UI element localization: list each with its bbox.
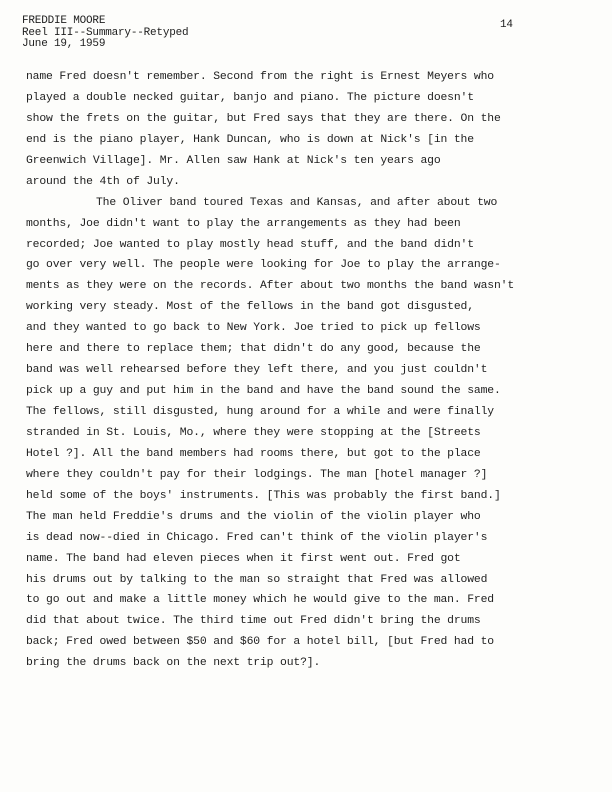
- text-line: his drums out by talking to the man so straight that Fred was allowed: [26, 573, 488, 586]
- text-line: stranded in St. Louis, Mo., where they were stopping at the [Streets: [26, 426, 481, 439]
- text-line: months, Joe didn't want to play the arrangements as they had been: [26, 217, 461, 230]
- text-line: go over very well. The people were looking for Joe to play the arrange-: [26, 259, 501, 272]
- text-line: and they wanted to go back to New York. Joe tried to pick up fellows: [26, 322, 481, 335]
- text-line: recorded; Joe wanted to play mostly head stuff, and the band didn't: [26, 238, 474, 251]
- text-line: show the frets on the guitar, but Fred says that they are there. On the: [26, 112, 501, 125]
- header-reel: Reel III--Summary--Retyped: [22, 26, 189, 39]
- text-line: name. The band had eleven pieces when it first went out. Fred got: [26, 552, 461, 565]
- text-line: name Fred doesn't remember. Second from the right is Ernest Meyers who: [26, 71, 494, 83]
- text-line: is dead now--died in Chicago. Fred can't think of the violin player's: [26, 531, 488, 544]
- document-header: [22, 16, 188, 51]
- text-line: Greenwich Village]. Mr. Allen saw Hank at Nick's ten years ago: [26, 154, 441, 167]
- text-line: working very steady. Most of the fellows in the band got disgusted,: [26, 301, 474, 314]
- body-text: [26, 67, 586, 674]
- text-line: The Oliver band toured Texas and Kansas, and after about two: [96, 196, 498, 209]
- text-line: Hotel ?]. All the band members had rooms there, but got to the place: [26, 447, 481, 460]
- text-line: pick up a guy and put him in the band and have the band sound the same.: [26, 385, 501, 398]
- text-line: where they couldn't pay for their lodgings. The man [hotel manager ?]: [26, 468, 488, 481]
- text-line: The fellows, still disgusted, hung around for a while and were finally: [26, 406, 494, 418]
- text-line: to go out and make a little money which he would give to the man. Fred: [26, 594, 494, 607]
- text-line: ments as they were on the records. After about two months the band wasn't: [26, 280, 515, 293]
- text-line: back; Fred owed between $50 and $60 for a hotel bill, [but Fred had to: [26, 636, 494, 649]
- text-line: played a double necked guitar, banjo and piano. The picture doesn't: [26, 91, 474, 104]
- text-line: around the 4th of July.: [26, 175, 180, 188]
- text-line: The man held Freddie's drums and the violin of the violin player who: [26, 510, 481, 523]
- header-name: FREDDIE MOORE: [22, 15, 106, 27]
- header-date: June 19, 1959: [22, 38, 106, 50]
- text-line: bring the drums back on the next trip out?].: [26, 657, 321, 670]
- page-number: 14: [500, 19, 513, 31]
- text-line: held some of the boys' instruments. [This was probably the first band.]: [26, 489, 501, 502]
- text-line: end is the piano player, Hank Duncan, who is down at Nick's [in the: [26, 133, 474, 146]
- text-line: did that about twice. The third time out Fred didn't bring the drums: [26, 615, 481, 628]
- text-line: band was well rehearsed before they left there, and you just couldn't: [26, 364, 488, 377]
- text-line: here and there to replace them; that didn't do any good, because the: [26, 343, 481, 356]
